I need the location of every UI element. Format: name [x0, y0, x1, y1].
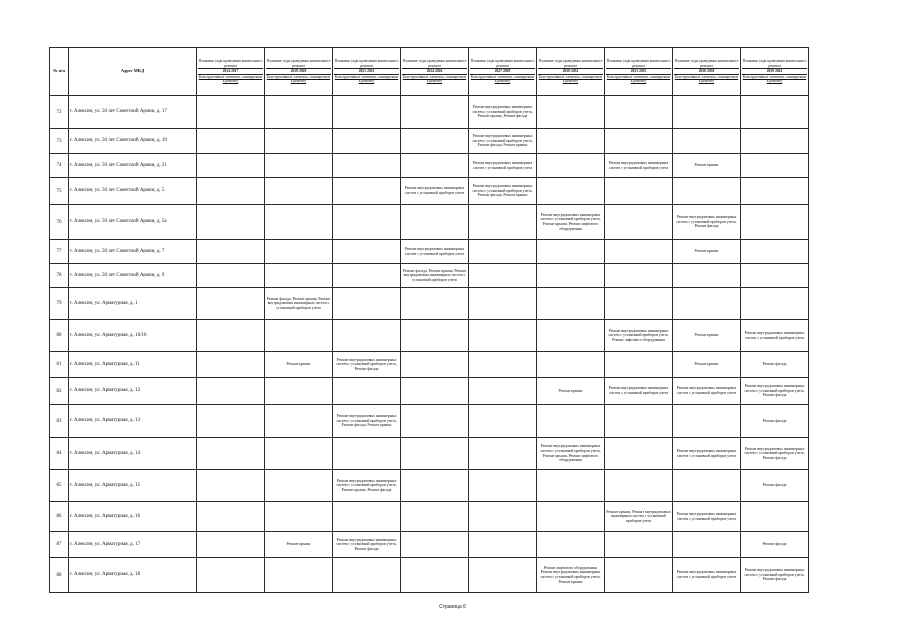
work-cell: [537, 378, 605, 405]
work-text: Ремонт внутридомовых инженерных систем с установкой приборов учета, Ремонт крыши, Ремонт фасада: [472, 105, 533, 119]
work-cell: [741, 264, 809, 288]
work-cell: [469, 558, 537, 593]
work-cell: [265, 405, 333, 438]
work-cell: [401, 352, 469, 378]
work-cell: [741, 502, 809, 532]
table-row: [50, 320, 809, 352]
header-period-years: 2039-2041: [742, 69, 807, 75]
work-text: Ремонт внутридомовых инженерных систем с установкой приборов учета: [472, 160, 533, 170]
row-number: 83: [50, 405, 69, 438]
work-cell: [401, 205, 469, 240]
work-cell: [401, 405, 469, 438]
row-number: 74: [50, 154, 69, 178]
header-period: [265, 48, 333, 96]
work-cell: [537, 352, 605, 378]
work-cell: [605, 129, 673, 154]
work-text: Ремонт фасада: [762, 483, 787, 488]
header-period: [673, 48, 741, 96]
work-cell: [741, 240, 809, 264]
work-cell: [537, 96, 605, 129]
work-cell: [265, 288, 333, 320]
work-text: Ремонт фасада: [762, 418, 787, 423]
work-cell: [197, 438, 265, 470]
header-period: [605, 48, 673, 96]
header-period-title: Плановые годы проведения капитального ремонта: [674, 59, 739, 68]
work-cell: [537, 532, 605, 558]
work-cell: [401, 378, 469, 405]
header-period: [469, 48, 537, 96]
work-text: Ремонт внутридомовых инженерных систем с установкой приборов учета, Ремонт фасада: [744, 384, 805, 398]
work-cell: [741, 129, 809, 154]
header-period-subtitle: Конструктивные элементы, планируемые к ремонту: [402, 74, 467, 84]
work-cell: [265, 532, 333, 558]
work-cell: [333, 470, 401, 502]
row-number: 76: [50, 205, 69, 240]
work-cell: [469, 288, 537, 320]
header-period-years: 2030-2032: [538, 69, 603, 75]
header-period: [401, 48, 469, 96]
row-address: г. Алексин, ул. Арматурная, д. 11: [69, 352, 197, 378]
row-address: г. Алексин, ул. Арматурная, д. 14: [69, 438, 197, 470]
work-cell: [197, 352, 265, 378]
work-cell: [741, 178, 809, 205]
header-period-subtitle: Конструктивные элементы, планируемые к ремонту: [674, 74, 739, 84]
work-cell: [605, 320, 673, 352]
work-cell: [673, 558, 741, 593]
row-number: 77: [50, 240, 69, 264]
header-row: [50, 48, 809, 96]
work-cell: [673, 405, 741, 438]
work-text: Ремонт крыши: [558, 388, 583, 393]
row-number: 73: [50, 129, 69, 154]
table-row: [50, 470, 809, 502]
work-cell: [469, 178, 537, 205]
work-cell: [605, 438, 673, 470]
work-cell: [197, 558, 265, 593]
row-number: 75: [50, 178, 69, 205]
work-cell: [265, 558, 333, 593]
header-period-title: Плановые годы проведения капитального ремонта: [402, 59, 467, 68]
work-cell: [673, 129, 741, 154]
work-cell: [673, 288, 741, 320]
work-text: Ремонт внутридомовых инженерных систем с установкой приборов учета, Ремонт фасада: [744, 568, 805, 582]
table-row: [50, 129, 809, 154]
row-address: г. Алексин, ул. Арматурная, д. 16: [69, 502, 197, 532]
work-text: Ремонт внутридомовых инженерных систем с установкой приборов учета, Ремонт крыши, Ремонт лифтового оборудования: [540, 444, 601, 463]
header-period-title: Плановые годы проведения капитального ремонта: [538, 59, 603, 68]
header-period-title: Плановые годы проведения капитального ремонта: [470, 59, 535, 68]
work-cell: [741, 470, 809, 502]
work-cell: [537, 205, 605, 240]
work-cell: [673, 178, 741, 205]
work-cell: [265, 205, 333, 240]
table-row: [50, 154, 809, 178]
work-cell: [197, 178, 265, 205]
work-cell: [333, 352, 401, 378]
work-cell: [741, 352, 809, 378]
work-cell: [469, 378, 537, 405]
work-text: Ремонт внутридомовых инженерных систем с установкой приборов учета: [676, 511, 737, 521]
work-cell: [197, 470, 265, 502]
work-cell: [673, 352, 741, 378]
header-address: Адрес МКД: [69, 48, 197, 96]
row-address: г. Алексин, ул. Арматурная, д. 12: [69, 378, 197, 405]
header-period-years: 2027-2029: [470, 69, 535, 75]
table-row: [50, 178, 809, 205]
work-cell: [197, 288, 265, 320]
work-text: Ремонт крыши: [286, 362, 311, 367]
work-cell: [333, 154, 401, 178]
table-row: [50, 558, 809, 593]
table-row: [50, 96, 809, 129]
work-cell: [333, 288, 401, 320]
work-cell: [197, 96, 265, 129]
work-cell: [265, 378, 333, 405]
work-cell: [469, 240, 537, 264]
work-cell: [605, 264, 673, 288]
work-cell: [401, 129, 469, 154]
header-period-subtitle: Конструктивные элементы, планируемые к ремонту: [742, 74, 807, 84]
work-cell: [333, 178, 401, 205]
work-cell: [197, 154, 265, 178]
capital-repair-plan-sheet: [49, 47, 809, 593]
work-cell: [265, 96, 333, 129]
work-cell: [265, 129, 333, 154]
work-cell: [741, 154, 809, 178]
work-cell: [333, 558, 401, 593]
work-cell: [333, 320, 401, 352]
work-cell: [741, 205, 809, 240]
row-address: г. Алексин, ул. 50 лет Советской Армии, д. 5: [69, 178, 197, 205]
work-cell: [469, 320, 537, 352]
work-cell: [605, 96, 673, 129]
work-cell: [401, 240, 469, 264]
row-address: г. Алексин, ул. Арматурная, д. 15: [69, 470, 197, 502]
repair-schedule-table: [49, 47, 809, 593]
work-cell: [333, 96, 401, 129]
work-cell: [741, 320, 809, 352]
work-cell: [401, 470, 469, 502]
work-cell: [401, 532, 469, 558]
row-number: 82: [50, 378, 69, 405]
work-text: Ремонт внутридомовых инженерных систем с установкой приборов учета, Ремонт фасада: [336, 357, 397, 371]
work-cell: [605, 470, 673, 502]
work-cell: [741, 558, 809, 593]
work-cell: [741, 96, 809, 129]
row-number: 80: [50, 320, 69, 352]
work-text: Ремонт внутридомовых инженерных систем с установкой приборов учета, Ремонт фасада: [744, 446, 805, 460]
header-period-subtitle: Конструктивные элементы, планируемые к ремонту: [606, 74, 671, 84]
work-cell: [537, 154, 605, 178]
work-text: Ремонт внутридомовых инженерных систем с установкой приборов учета, Ремонт крыши, Ремонт лифтового оборудования: [540, 212, 601, 231]
header-period-title: Плановые годы проведения капитального ремонта: [334, 59, 399, 68]
row-address: г. Алексин, ул. 50 лет Советской Армии, д. 19: [69, 129, 197, 154]
header-period: [741, 48, 809, 96]
work-cell: [265, 320, 333, 352]
work-cell: [537, 129, 605, 154]
table-row: [50, 264, 809, 288]
work-cell: [605, 532, 673, 558]
work-cell: [469, 532, 537, 558]
work-cell: [605, 405, 673, 438]
header-period-subtitle: Конструктивные элементы, планируемые к ремонту: [266, 74, 331, 84]
work-cell: [469, 129, 537, 154]
work-cell: [673, 154, 741, 178]
work-cell: [401, 288, 469, 320]
work-cell: [265, 178, 333, 205]
work-cell: [741, 438, 809, 470]
table-row: [50, 288, 809, 320]
work-text: Ремонт внутридомовых инженерных систем с установкой приборов учета: [676, 386, 737, 395]
work-text: Ремонт внутридомовых инженерных систем с установкой приборов учета: [404, 186, 465, 195]
header-period-subtitle: Конструктивные элементы, планируемые к ремонту: [538, 74, 603, 84]
header-period-years: 2021-2023: [334, 69, 399, 75]
work-text: Ремонт крыши: [694, 333, 719, 338]
work-cell: [469, 405, 537, 438]
work-cell: [605, 502, 673, 532]
work-cell: [197, 502, 265, 532]
work-cell: [537, 288, 605, 320]
work-cell: [605, 378, 673, 405]
work-cell: [741, 532, 809, 558]
work-cell: [605, 558, 673, 593]
header-period-subtitle: Конструктивные элементы, планируемые к ремонту: [198, 74, 263, 84]
work-cell: [265, 240, 333, 264]
work-text: Ремонт внутридомовых инженерных систем с установкой приборов учета, Ремонт фасада: [676, 215, 737, 229]
work-cell: [537, 558, 605, 593]
work-text: Ремонт фасада, Ремонт крыши, Ремонт внутридомовых инженерных систем с установкой приборов учета: [402, 268, 467, 282]
work-text: Ремонт внутридомовых инженерных систем с установкой приборов учета: [608, 386, 669, 395]
header-period-years: 2036-2038: [674, 69, 739, 75]
work-cell: [673, 96, 741, 129]
work-cell: [197, 320, 265, 352]
work-cell: [537, 470, 605, 502]
work-cell: [469, 470, 537, 502]
work-text: Ремонт крыши: [286, 542, 311, 547]
work-text: Ремонт внутридомовых инженерных систем с установкой приборов учета, Ремонт фасада, Ремонт крыши: [472, 134, 533, 148]
work-cell: [401, 154, 469, 178]
work-text: Ремонт крыши: [694, 163, 719, 168]
table-body: [50, 96, 809, 593]
row-address: г. Алексин, ул. Арматурная, д. 10/16: [69, 320, 197, 352]
work-text: Ремонт внутридомовых инженерных систем с установкой приборов учета: [676, 448, 737, 458]
work-cell: [673, 205, 741, 240]
work-cell: [401, 438, 469, 470]
work-cell: [537, 240, 605, 264]
work-text: Ремонт внутридомовых инженерных систем с установкой приборов учета: [404, 246, 465, 256]
work-cell: [537, 502, 605, 532]
row-number: 72: [50, 96, 69, 129]
row-address: г. Алексин, ул. 50 лет Советской Армии, д. 5а: [69, 205, 197, 240]
work-cell: [469, 154, 537, 178]
row-number: 81: [50, 352, 69, 378]
work-cell: [673, 532, 741, 558]
work-cell: [469, 205, 537, 240]
work-cell: [333, 405, 401, 438]
work-cell: [605, 288, 673, 320]
work-text: Ремонт фасада: [762, 362, 787, 367]
header-period-subtitle: Конструктивные элементы, планируемые к ремонту: [334, 74, 399, 84]
table-row: [50, 205, 809, 240]
work-cell: [197, 532, 265, 558]
work-cell: [333, 205, 401, 240]
work-cell: [401, 264, 469, 288]
header-period: [537, 48, 605, 96]
work-cell: [469, 96, 537, 129]
row-address: г. Алексин, ул. 50 лет Советской Армии, д. 9: [69, 264, 197, 288]
row-number: 87: [50, 532, 69, 558]
row-address: г. Алексин, ул. Арматурная, д. 13: [69, 405, 197, 438]
work-cell: [741, 288, 809, 320]
header-period-title: Плановые годы проведения капитального ремонта: [266, 59, 331, 68]
work-cell: [537, 320, 605, 352]
table-row: [50, 352, 809, 378]
row-address: г. Алексин, ул. Арматурная, д. 1: [69, 288, 197, 320]
work-cell: [673, 438, 741, 470]
table-row: [50, 438, 809, 470]
work-text: Ремонт фасада, Ремонт крыши, Ремонт внутридомовых инженерных систем с установкой приборов учета: [266, 296, 331, 310]
work-cell: [741, 405, 809, 438]
work-cell: [605, 240, 673, 264]
work-cell: [265, 264, 333, 288]
work-cell: [605, 205, 673, 240]
work-cell: [333, 502, 401, 532]
header-period-title: Плановые годы проведения капитального ремонта: [742, 59, 807, 68]
work-cell: [401, 502, 469, 532]
work-cell: [197, 240, 265, 264]
work-text: Ремонт внутридомовых инженерных систем с установкой приборов учета, Ремонт фасада, Ремонт крыши: [472, 184, 533, 198]
work-cell: [197, 129, 265, 154]
work-cell: [537, 438, 605, 470]
work-cell: [741, 378, 809, 405]
work-cell: [673, 320, 741, 352]
header-period-years: 2018-2020: [266, 69, 331, 75]
work-text: Ремонт крыши, Ремонт внутридомовых инженерных систем с установкой приборов учета: [606, 509, 671, 523]
table-row: [50, 405, 809, 438]
work-cell: [333, 532, 401, 558]
row-number: 84: [50, 438, 69, 470]
work-text: Ремонт внутридомовых инженерных систем с установкой приборов учета: [676, 570, 737, 579]
work-cell: [197, 405, 265, 438]
work-cell: [673, 240, 741, 264]
page-footer: Страница 6: [439, 604, 466, 610]
work-cell: [673, 378, 741, 405]
table-row: [50, 378, 809, 405]
work-cell: [469, 352, 537, 378]
header-period: [197, 48, 265, 96]
work-cell: [469, 438, 537, 470]
row-address: г. Алексин, ул. Арматурная, д. 17: [69, 532, 197, 558]
work-cell: [333, 378, 401, 405]
row-number: 85: [50, 470, 69, 502]
table-row: [50, 502, 809, 532]
work-cell: [265, 470, 333, 502]
work-cell: [537, 264, 605, 288]
work-cell: [401, 558, 469, 593]
work-cell: [265, 352, 333, 378]
work-cell: [605, 352, 673, 378]
work-text: Ремонт внутридомовых инженерных систем с установкой приборов учета: [744, 330, 805, 340]
row-address: г. Алексин, ул. 50 лет Советской Армии, д. 21: [69, 154, 197, 178]
header-period-years: 2033-2035: [606, 69, 671, 75]
work-cell: [401, 96, 469, 129]
work-cell: [197, 378, 265, 405]
work-text: Ремонт внутридомовых инженерных систем с установкой приборов учета, Ремонт фасада: [336, 537, 397, 551]
work-cell: [673, 470, 741, 502]
work-cell: [469, 502, 537, 532]
work-cell: [265, 438, 333, 470]
work-cell: [537, 405, 605, 438]
header-period-title: Плановые годы проведения капитального ремонта: [198, 59, 263, 68]
work-cell: [333, 264, 401, 288]
row-number: 79: [50, 288, 69, 320]
row-number: 88: [50, 558, 69, 593]
header-period-years: 2014-2017: [198, 69, 263, 75]
table-row: [50, 532, 809, 558]
work-text: Ремонт внутридомовых инженерных систем с установкой приборов учета, Ремонт фасада, Ремонт крыши: [336, 414, 397, 428]
row-number: 78: [50, 264, 69, 288]
header-period: [333, 48, 401, 96]
work-cell: [333, 240, 401, 264]
work-cell: [537, 178, 605, 205]
work-text: Ремонт внутридомовых инженерных систем с установкой приборов учета, Ремонт лифтового оборудования: [608, 328, 669, 342]
row-address: г. Алексин, ул. 50 лет Советской Армии, д. 7: [69, 240, 197, 264]
table-header: [50, 48, 809, 96]
work-text: Ремонт внутридомовых инженерных систем с установкой приборов учета, Ремонт крыши, Ремонт фасада: [336, 478, 397, 492]
work-text: Ремонт крыши: [694, 249, 719, 254]
work-text: Ремонт внутридомовых инженерных систем с установкой приборов учета: [608, 160, 669, 170]
work-cell: [197, 264, 265, 288]
work-cell: [265, 154, 333, 178]
row-address: г. Алексин, ул. Арматурная, д. 18: [69, 558, 197, 593]
work-text: Ремонт фасада: [762, 542, 787, 547]
header-period-subtitle: Конструктивные элементы, планируемые к ремонту: [470, 74, 535, 84]
work-cell: [469, 264, 537, 288]
work-cell: [401, 320, 469, 352]
work-cell: [333, 129, 401, 154]
header-period-title: Плановые годы проведения капитального ремонта: [606, 59, 671, 68]
table-row: [50, 240, 809, 264]
header-period-years: 2024-2026: [402, 69, 467, 75]
work-text: Ремонт лифтового оборудования, Ремонт внутридомовых инженерных систем с установкой приборов учета, Ремонт крыши: [540, 565, 601, 584]
work-cell: [605, 178, 673, 205]
work-cell: [401, 178, 469, 205]
work-cell: [673, 502, 741, 532]
work-cell: [605, 154, 673, 178]
row-number: 86: [50, 502, 69, 532]
header-number: № п/п: [50, 48, 69, 96]
work-cell: [265, 502, 333, 532]
work-cell: [333, 438, 401, 470]
work-cell: [197, 205, 265, 240]
row-address: г. Алексин, ул. 50 лет Советской Армии, д. 17: [69, 96, 197, 129]
work-cell: [673, 264, 741, 288]
work-text: Ремонт крыши: [694, 362, 719, 367]
